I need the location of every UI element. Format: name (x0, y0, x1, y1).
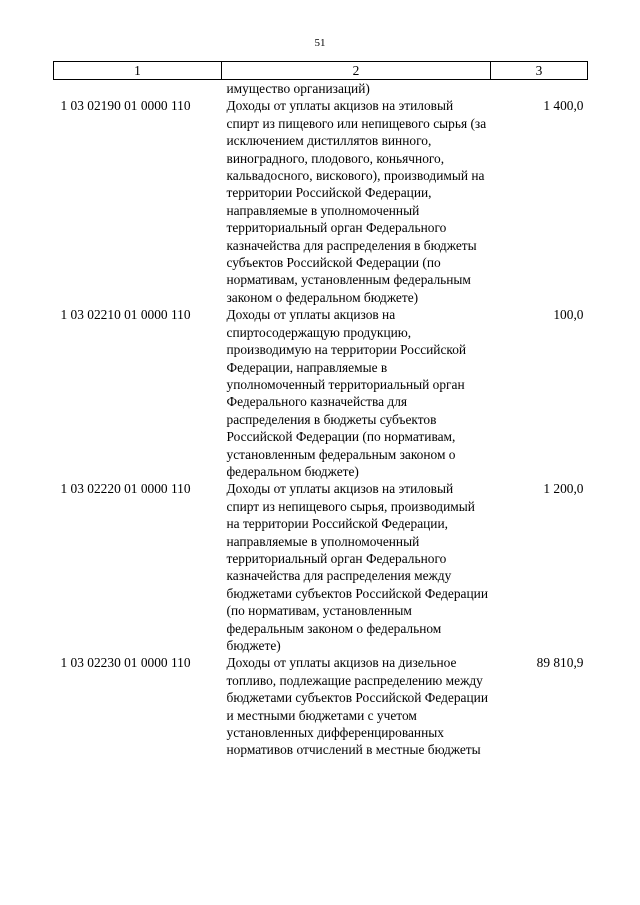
revenue-description: Доходы от уплаты акцизов на дизельное топливо, подлежащие распределению между бюджетами субъектов Российской Федерации и местными бюджетами с учетом установленных дифференцированных нормативов отчислений в местные бюджеты (226, 655, 488, 758)
table-row (54, 480, 588, 654)
table-row (54, 306, 588, 480)
continuation-text: имущество организаций) (226, 81, 370, 96)
revenue-amount: 89 810,9 (536, 655, 584, 671)
table-row (54, 97, 588, 306)
budget-code: 1 03 02210 01 0000 110 (60, 307, 191, 323)
revenue-table (53, 61, 588, 759)
revenue-amount: 100,0 (553, 307, 584, 323)
revenue-amount: 1 400,0 (543, 98, 584, 114)
table-row (54, 654, 588, 758)
budget-code: 1 03 02190 01 0000 110 (60, 98, 191, 114)
continuation-amount-cell (491, 80, 588, 98)
column-header-1: 1 (54, 62, 222, 80)
column-header-3: 3 (491, 62, 588, 80)
revenue-description: Доходы от уплаты акцизов на спиртосодержащую продукцию, производимую на территории Российской Федерации, направляемые в уполномоченный территориальный орган Федерального казначейства для распределения в бюджеты субъектов Российской Федерации (по нормативам, установленным федеральным законом о федеральном бюджете) (226, 307, 467, 479)
continuation-code-cell (54, 80, 222, 98)
budget-code: 1 03 02230 01 0000 110 (60, 655, 191, 671)
revenue-description: Доходы от уплаты акцизов на этиловый спирт из пищевого или непищевого сырья (за исключением дистиллятов винного, виноградного, плодового, коньячного, кальвадосного, вискового), производимый на территории Российской Федерации, направляемые в уполномоченный территориальный орган Федерального казначейства для распределения в бюджеты субъектов Российской Федерации (по нормативам, установленным федеральным законом о федеральном бюджете) (226, 98, 487, 305)
column-header-2: 2 (222, 62, 491, 80)
continuation-row (54, 80, 588, 98)
page-number: 51 (314, 37, 326, 49)
budget-code: 1 03 02220 01 0000 110 (60, 481, 191, 497)
revenue-amount: 1 200,0 (543, 481, 584, 497)
revenue-description: Доходы от уплаты акцизов на этиловый спирт из непищевого сырья, производимый на территории Российской Федерации, направляемые в уполномоченный территориальный орган Федерального казначейства для распределения между бюджетами субъектов Российской Федерации (по нормативам, установленным федеральным законом о федеральном бюджете) (226, 481, 488, 653)
table-header-row (54, 62, 588, 80)
